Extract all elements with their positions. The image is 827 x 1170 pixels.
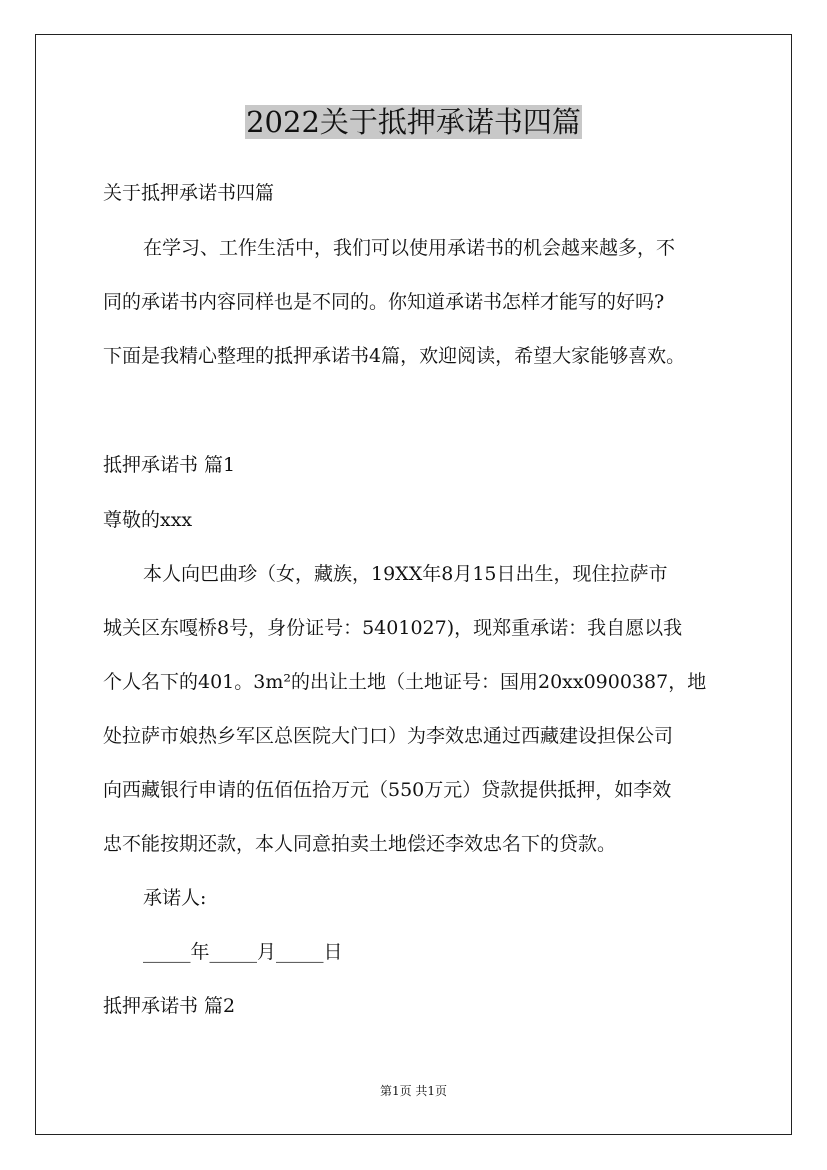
intro-line-2: 同的承诺书内容同样也是不同的。你知道承诺书怎样才能写的好吗? bbox=[103, 291, 665, 313]
body-line-5: 向西藏银行申请的伍佰伍拾万元（550万元）贷款提供抵押，如李效 bbox=[103, 779, 672, 801]
body-line-4: 处拉萨市娘热乡军区总医院大门口）为李效忠通过西藏建设担保公司 bbox=[103, 725, 674, 747]
body-line-3: 个人名下的401。3m²的出让土地（土地证号：国用20xx0900387，地 bbox=[103, 671, 707, 693]
section-heading-1: 抵押承诺书 篇1 bbox=[103, 454, 236, 476]
intro-line-3: 下面是我精心整理的抵押承诺书4篇，欢迎阅读，希望大家能够喜欢。 bbox=[103, 345, 686, 367]
section-heading-2: 抵押承诺书 篇2 bbox=[103, 995, 236, 1017]
page-footer: 第1页 共1页 bbox=[379, 1084, 448, 1098]
document-subtitle: 关于抵押承诺书四篇 bbox=[103, 182, 275, 204]
body-line-2: 城关区东嘎桥8号，身份证号：5401027)，现郑重承诺：我自愿以我 bbox=[103, 617, 683, 639]
signer-label: 承诺人: bbox=[143, 887, 207, 909]
document-title bbox=[0, 100, 827, 144]
date-line: _____年_____月_____日 bbox=[143, 941, 343, 963]
body-line-6: 忠不能按期还款，本人同意拍卖土地偿还李效忠名下的贷款。 bbox=[103, 833, 617, 855]
salutation: 尊敬的xxx bbox=[103, 509, 193, 531]
body-line-1: 本人向巴曲珍（女，藏族，19XX年8月15日出生，现住拉萨市 bbox=[143, 563, 668, 585]
intro-line-1: 在学习、工作生活中，我们可以使用承诺书的机会越来越多，不 bbox=[143, 237, 676, 259]
document-title-text: 2022关于抵押承诺书四篇 bbox=[246, 105, 581, 139]
